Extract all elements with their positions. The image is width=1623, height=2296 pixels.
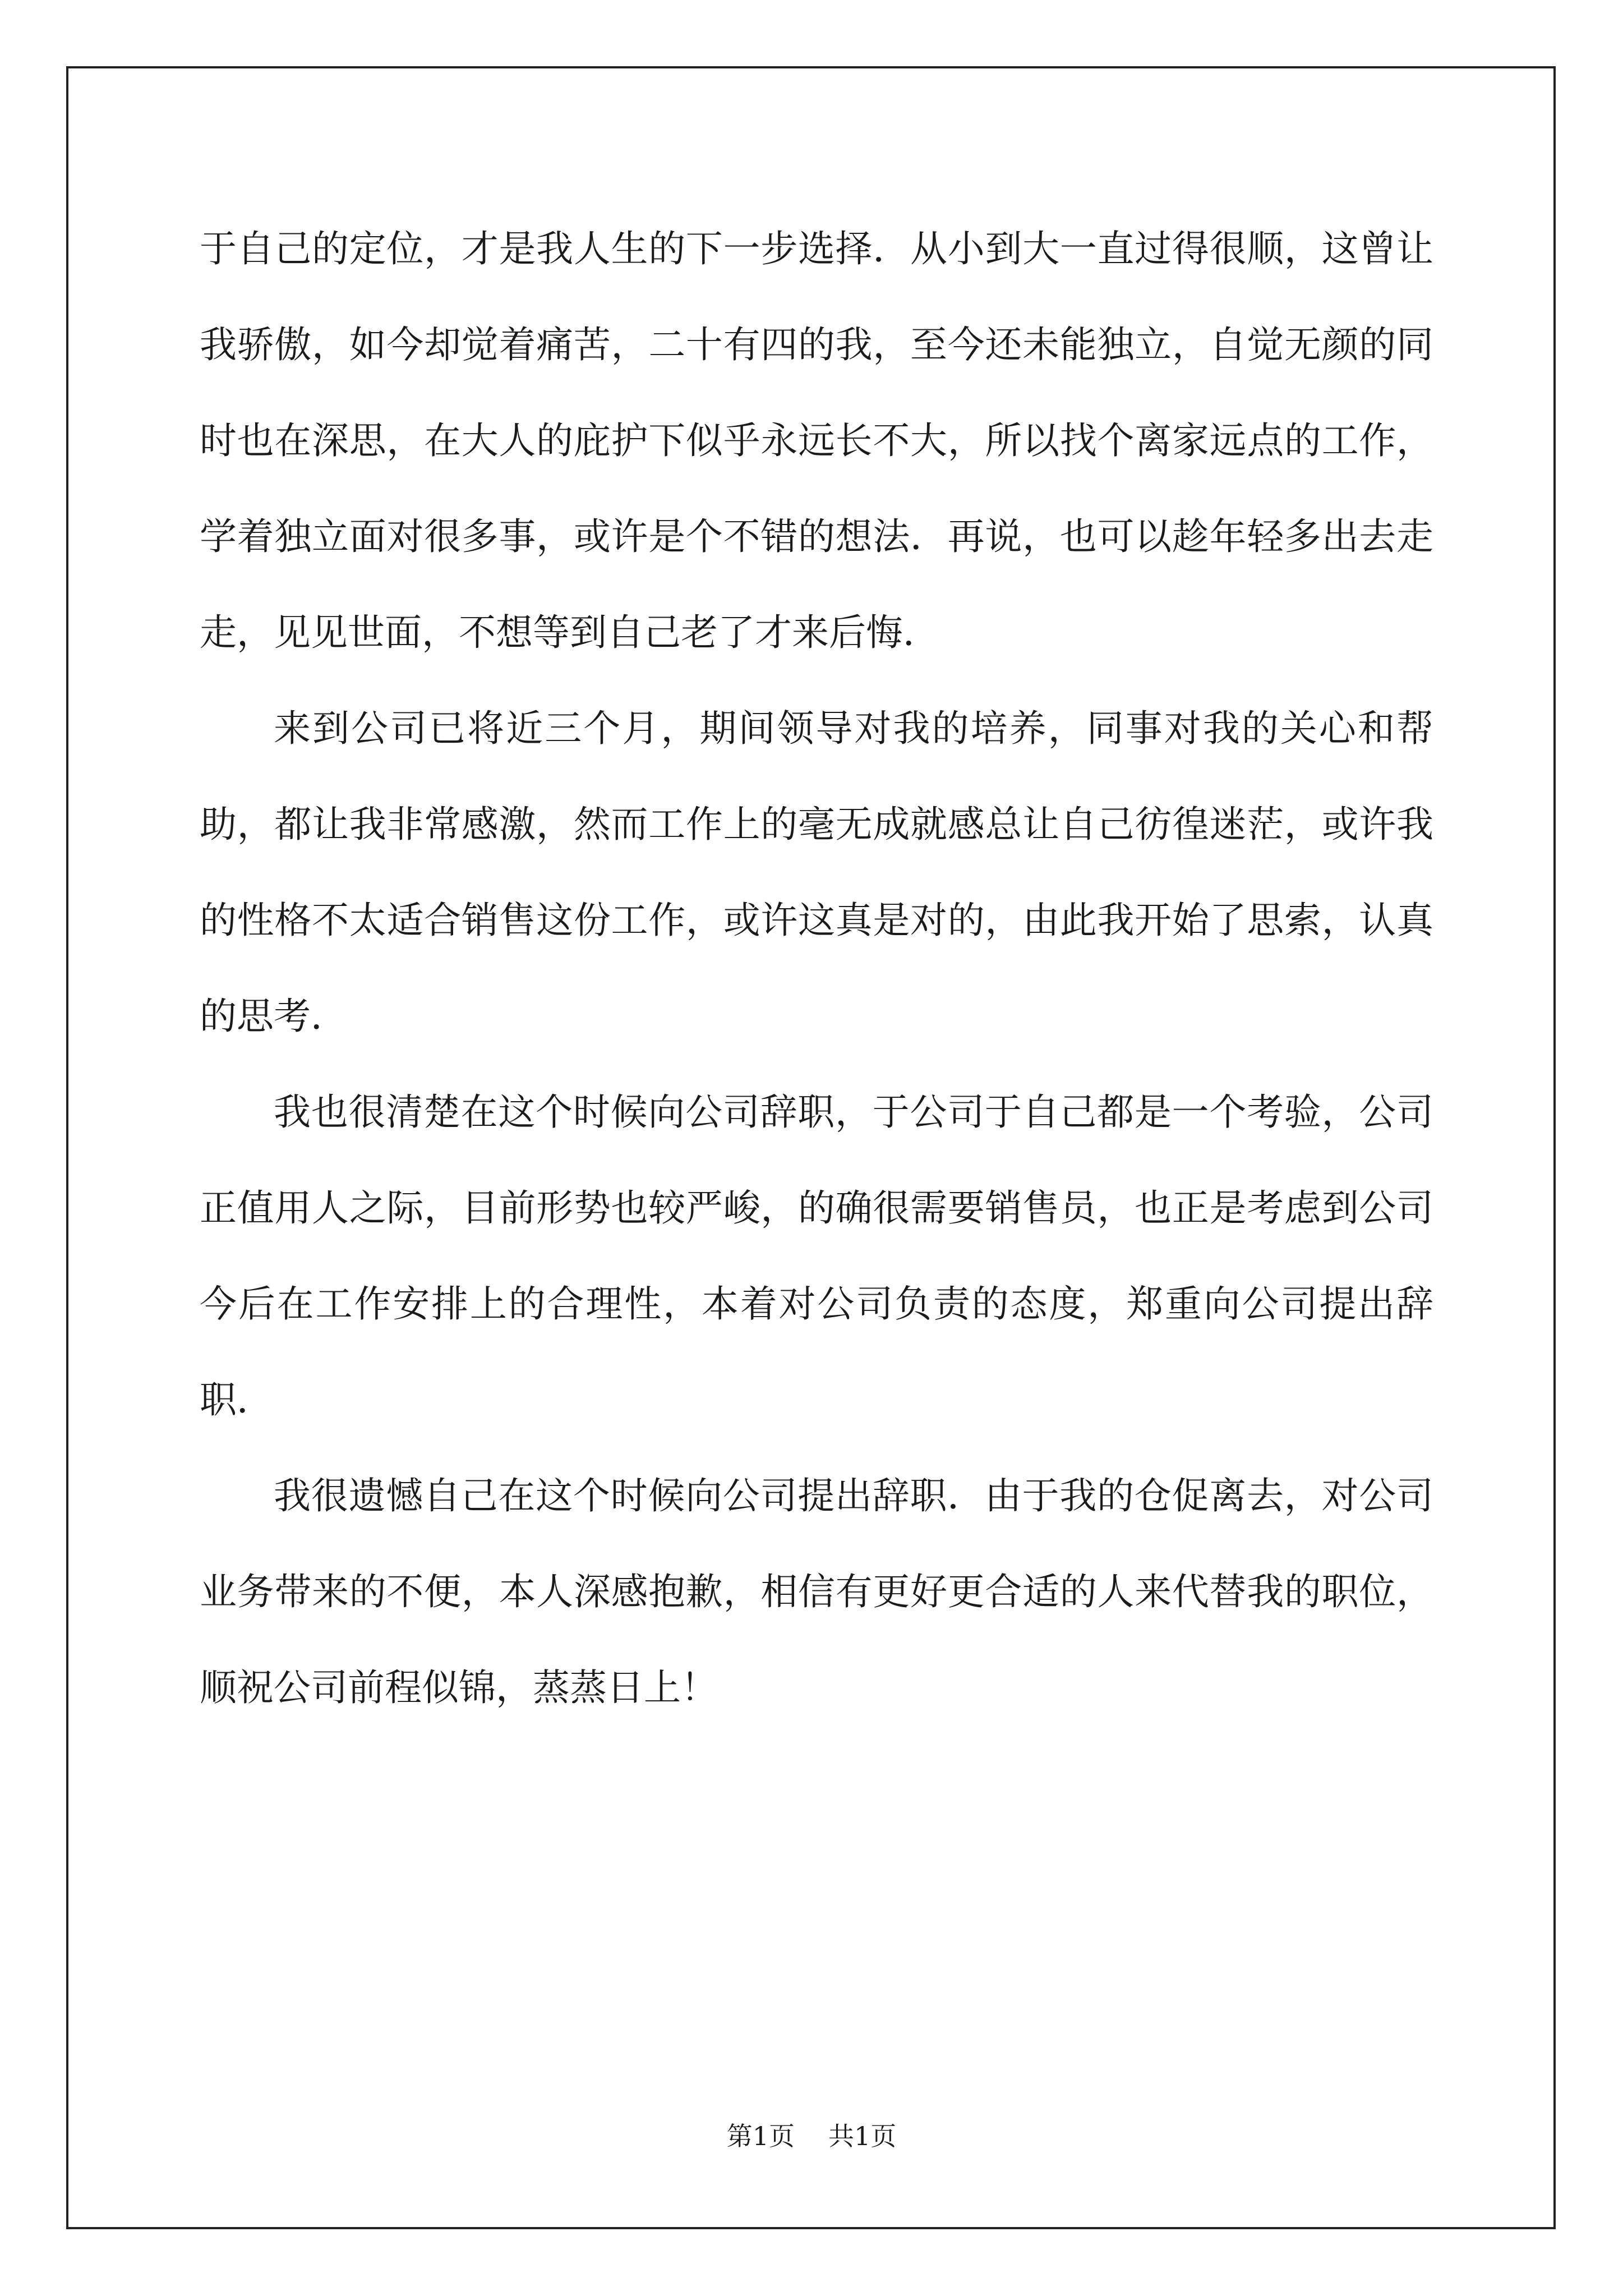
page-footer — [0, 2119, 1623, 2153]
paragraph-4: 我很遗憾自己在这个时候向公司提出辞职．由于我的仓促离去，对公司业务带来的不便，本人深感抱歉，相信有更好更合适的人来代替我的职位，顺祝公司前程似锦，蒸蒸日上！ — [200, 1474, 1433, 1709]
paragraph-1: 于自己的定位，才是我人生的下一步选择．从小到大一直过得很顺，这曾让我骄傲，如今却觉着痛苦，二十有四的我，至今还未能独立，自觉无颜的同时也在深思，在大人的庇护下似乎永远长不大，所以找个离家远点的工作，学着独立面对很多事，或许是个不错的想法．再说，也可以趁年轻多出去走走，见见世面，不想等到自己老了才来后悔． — [200, 227, 1433, 654]
paragraph-2: 来到公司已将近三个月，期间领导对我的培养，同事对我的关心和帮助，都让我非常感激，然而工作上的毫无成就感总让自己彷徨迷茫，或许我的性格不太适合销售这份工作，或许这真是对的，由此我开始了思索，认真的思考． — [200, 707, 1433, 1038]
page-number: 第1页 — [726, 2121, 795, 2151]
page-total: 共1页 — [828, 2121, 897, 2151]
paragraph-3: 我也很清楚在这个时候向公司辞职，于公司于自己都是一个考验，公司正值用人之际，目前形势也较严峻，的确很需要销售员，也正是考虑到公司今后在工作安排上的合理性，本着对公司负责的态度，郑重向公司提出辞职． — [200, 1091, 1433, 1421]
document-body — [200, 201, 1433, 1736]
